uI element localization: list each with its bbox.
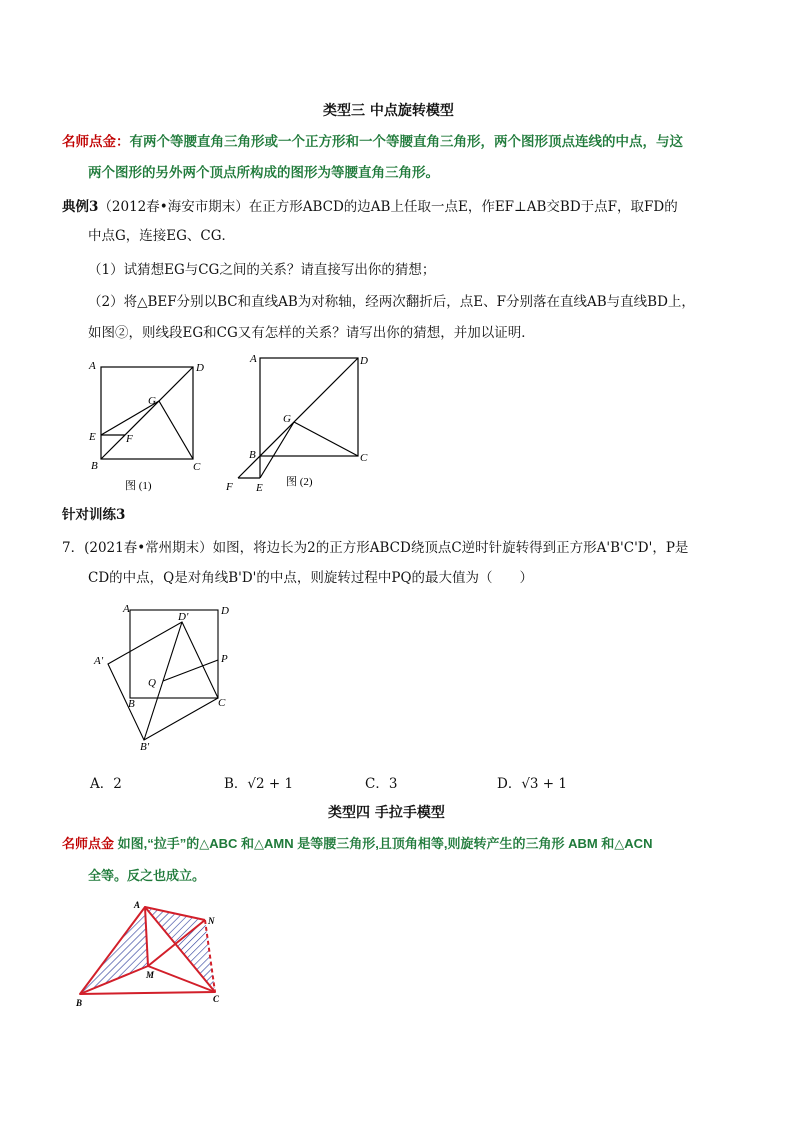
p7-label-d-prime: D' bbox=[178, 611, 189, 623]
tip-label: 名师点金： bbox=[62, 134, 130, 150]
fig1-label-d: D bbox=[196, 362, 204, 374]
fig2-label-d: D bbox=[360, 355, 368, 367]
fig2-segment-eg bbox=[260, 422, 294, 478]
option-d-text: √3 + 1 bbox=[521, 776, 568, 792]
option-d-letter: D． bbox=[497, 776, 522, 792]
fig1-label-a: A bbox=[89, 360, 96, 372]
fig2-label-b: B bbox=[249, 449, 256, 461]
option-b[interactable] bbox=[224, 772, 293, 792]
fig2-segment-gc bbox=[294, 422, 358, 456]
example3-line1 bbox=[62, 197, 678, 217]
p7-label-q: Q bbox=[148, 677, 156, 689]
training3-label: 针对训练3 bbox=[62, 507, 126, 523]
hh-label-m: M bbox=[146, 970, 155, 980]
fig1-label-b: B bbox=[91, 460, 98, 472]
p7-label-a-prime: A' bbox=[94, 655, 104, 667]
p7-label-b-prime: B' bbox=[140, 741, 150, 753]
p7-label-a: A bbox=[123, 603, 130, 615]
figure-1 bbox=[85, 355, 215, 495]
problem7-line1: 7．(2021春•常州期末）如图，将边长为2的正方形ABCD绕顶点C逆时针旋转得到正方形A'B'C'D'，P是 bbox=[62, 540, 689, 556]
fig1-diagonal-bd bbox=[101, 367, 193, 459]
section4-tip-text-2: 全等。反之也成立。 bbox=[88, 868, 206, 883]
option-c[interactable] bbox=[365, 772, 397, 792]
hand-in-hand-figure bbox=[70, 898, 230, 1013]
fig2-line-fd bbox=[238, 358, 358, 478]
fig1-label-f: F bbox=[126, 433, 133, 445]
problem7-line2: CD的中点，Q是对角线B'D'的中点，则旋转过程中PQ的最大值为（ ） bbox=[88, 570, 534, 586]
hh-label-c: C bbox=[213, 994, 220, 1004]
option-a[interactable] bbox=[90, 772, 122, 792]
figure-2 bbox=[222, 350, 372, 495]
fig2-label-c: C bbox=[360, 452, 368, 464]
fig1-caption: 图 (1) bbox=[125, 480, 152, 492]
example3-label: 典例3 bbox=[62, 199, 99, 215]
tip-text-1: 有两个等腰直角三角形或一个正方形和一个等腰直角三角形，两个图形顶点连线的中点，与这 bbox=[129, 134, 683, 150]
option-b-letter: B． bbox=[224, 776, 248, 792]
option-a-letter: A． bbox=[90, 776, 114, 792]
fig2-label-g: G bbox=[283, 413, 291, 425]
option-b-text: √2 + 1 bbox=[247, 776, 294, 792]
fig1-segment-gc bbox=[159, 401, 193, 459]
section4-title: 类型四 手拉手模型 bbox=[328, 805, 445, 821]
option-a-text: 2 bbox=[113, 776, 122, 792]
p7-segment-pq bbox=[163, 660, 218, 681]
section4-tip-text-1: 如图,“拉手”的△ABC 和△AMN 是等腰三角形,且顶角相等,则旋转产生的三角形 ABM 和△ACN bbox=[117, 836, 653, 851]
fig2-caption: 图 (2) bbox=[286, 476, 313, 488]
example3-q2a: （2）将△BEF分别以BC和直线AB为对称轴，经两次翻折后，点E、F分别落在直线AB与直线BD上， bbox=[88, 294, 695, 310]
example3-text-1: （2012春•海安市期末）在正方形ABCD的边AB上任取一点E，作EF⊥AB交BD于点F，取FD的 bbox=[98, 199, 678, 215]
fig1-label-c: C bbox=[193, 461, 201, 473]
option-c-letter: C． bbox=[365, 776, 389, 792]
hh-label-a: A bbox=[134, 900, 141, 910]
section3-tip bbox=[62, 132, 683, 152]
fig1-label-g: G bbox=[148, 395, 156, 407]
section3-title: 类型三 中点旋转模型 bbox=[323, 103, 454, 119]
fig2-label-a: A bbox=[250, 353, 257, 365]
problem7-figure bbox=[90, 600, 240, 760]
option-c-text: 3 bbox=[388, 776, 398, 792]
tip-text-2: 两个图形的另外两个顶点所构成的图形为等腰直角三角形。 bbox=[88, 165, 439, 181]
example3-text-2: 中点G，连接EG、CG． bbox=[88, 228, 236, 244]
option-d[interactable] bbox=[497, 772, 567, 792]
p7-square-abcd bbox=[130, 610, 218, 698]
p7-label-d: D bbox=[221, 605, 229, 617]
hh-label-b: B bbox=[76, 998, 83, 1008]
section4-tip-label: 名师点金 bbox=[62, 836, 115, 851]
p7-label-b: B bbox=[128, 698, 135, 710]
p7-label-p: P bbox=[221, 653, 228, 665]
example3-q1: （1）试猜想EG与CG之间的关系？请直接写出你的猜想； bbox=[88, 262, 436, 278]
section4-tip bbox=[62, 834, 652, 854]
hh-label-n: N bbox=[208, 916, 215, 926]
fig2-label-f: F bbox=[226, 481, 233, 493]
p7-label-c: C bbox=[218, 697, 226, 709]
example3-q2b: 如图②，则线段EG和CG又有怎样的关系？请写出你的猜想，并加以证明． bbox=[88, 325, 535, 341]
fig1-label-e: E bbox=[89, 431, 96, 443]
fig2-label-e: E bbox=[256, 482, 263, 494]
